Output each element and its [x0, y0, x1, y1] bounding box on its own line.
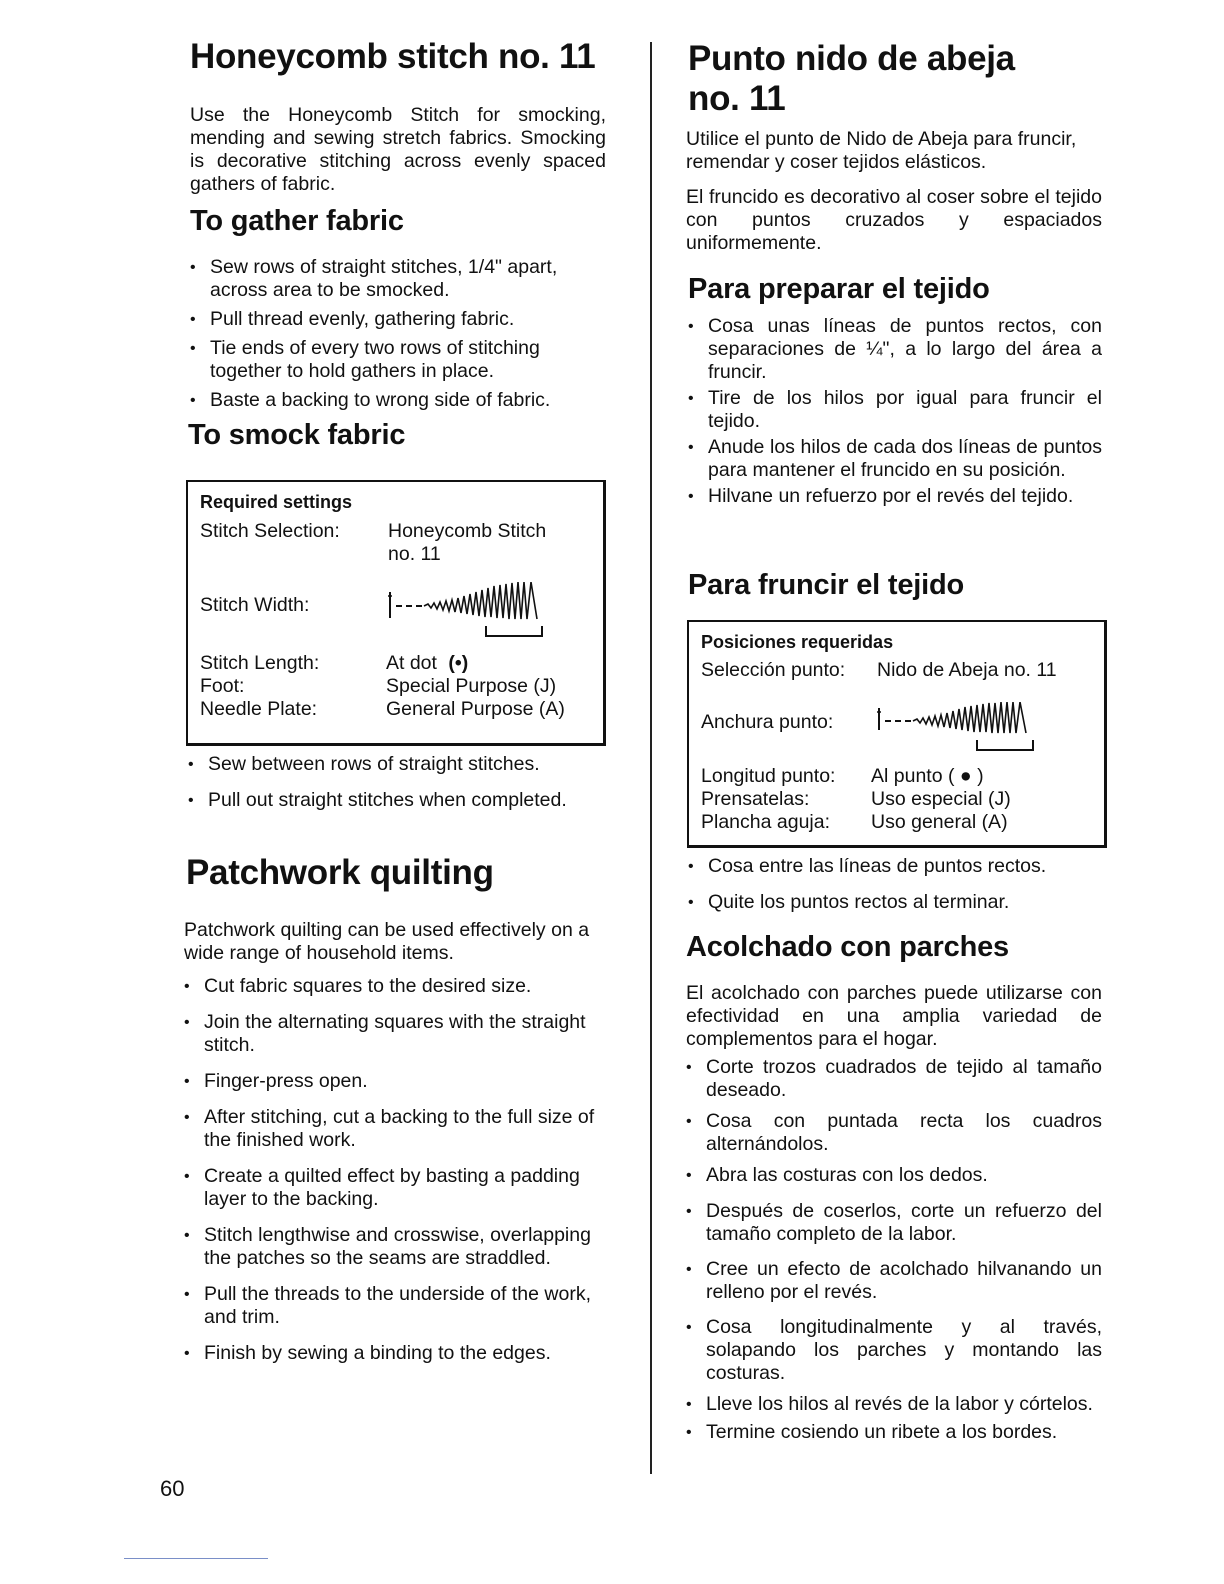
honeycomb-intro-es-2: El fruncido es decorativo al coser sobre el tejido con puntos cruzados y espaciados uniformemente. — [686, 186, 1102, 254]
stitch-length-value-es: Al punto ( ● ) — [871, 765, 984, 787]
patchwork-title-es: Acolchado con parches — [686, 931, 1009, 963]
list-item: • Anude los hilos de cada dos líneas de puntos para mantener el fruncido en su posición. — [686, 436, 1102, 482]
foot-label-es: Prensatelas: — [701, 788, 810, 810]
gather-title: To gather fabric — [190, 205, 404, 237]
list-item: • Cosa longitudinalmente y al través, solapando los parches y montando las costuras. — [684, 1316, 1102, 1385]
list-item: • Quite los puntos rectos al terminar. — [686, 891, 1106, 914]
stitch-selection-value: Honeycomb Stitch — [388, 520, 547, 542]
footer-rule — [124, 1558, 268, 1559]
stitch-length-text: At dot — [386, 652, 437, 674]
list-item: • Cree un efecto de acolchado hilvanando un relleno por el revés. — [684, 1258, 1102, 1304]
honeycomb-intro-es: Utilice el punto de Nido de Abeja para fruncir, remendar y coser tejidos elásticos. — [686, 128, 1077, 173]
list-item: • Create a quilted effect by basting a padding layer to the backing. — [182, 1165, 602, 1211]
list-item: • Tie ends of every two rows of stitching together to hold gathers in place. — [188, 337, 608, 383]
list-item: • Lleve los hilos al revés de la labor y córtelos. — [684, 1393, 1102, 1416]
stitch-length-dot: (•) — [448, 652, 469, 674]
honeycomb-title-es-line2: no. 11 — [688, 79, 786, 118]
patchwork-list-es — [684, 1056, 1102, 1444]
list-item: • Termine cosiendo un ribete a los bordes. — [684, 1421, 1102, 1444]
smock-list — [186, 753, 616, 812]
foot-value-es: Uso especial (J) — [871, 788, 1011, 810]
settings-header-es: Posiciones requeridas — [701, 632, 894, 652]
page-number: 60 — [160, 1476, 185, 1501]
list-item: • Pull the threads to the underside of the work, and trim. — [182, 1283, 602, 1329]
needle-plate-value: General Purpose (A) — [386, 698, 565, 720]
patchwork-title: Patchwork quilting — [186, 853, 494, 892]
stitch-width-dial-icon — [386, 582, 554, 640]
settings-header: Required settings — [200, 492, 353, 512]
honeycomb-title: Honeycomb stitch no. 11 — [190, 37, 596, 76]
stitch-width-label-es: Anchura punto: — [701, 711, 834, 733]
needle-plate-value-es: Uso general (A) — [871, 811, 1008, 833]
foot-value: Special Purpose (J) — [386, 675, 557, 697]
stitch-selection-label-es: Selección punto: — [701, 659, 846, 681]
list-item: • Pull thread evenly, gathering fabric. — [188, 308, 608, 331]
list-item: • Cosa entre las líneas de puntos rectos. — [686, 855, 1106, 878]
list-item: • Pull out straight stitches when completed. — [186, 789, 616, 812]
list-item: • Hilvane un refuerzo por el revés del tejido. — [686, 485, 1102, 508]
patchwork-list — [182, 975, 602, 1365]
list-item: • Finger-press open. — [182, 1070, 602, 1093]
stitch-selection-value-es: Nido de Abeja no. 11 — [877, 659, 1057, 681]
list-item: • After stitching, cut a backing to the full size of the finished work. — [182, 1106, 602, 1152]
required-settings-box — [186, 480, 606, 746]
needle-plate-label: Needle Plate: — [200, 698, 318, 720]
honeycomb-title-es: Punto nido de abeja — [688, 39, 1015, 78]
gather-title-es: Para preparar el tejido — [688, 273, 990, 305]
needle-plate-label-es: Plancha aguja: — [701, 811, 831, 833]
list-item: • Cosa unas líneas de puntos rectos, con separaciones de ¼", a lo largo del área a fruncir. — [686, 315, 1102, 384]
list-item: • Join the alternating squares with the straight stitch. — [182, 1011, 602, 1057]
stitch-selection-value-line2: no. 11 — [388, 543, 441, 565]
list-item: • Sew between rows of straight stitches. — [186, 753, 616, 776]
stitch-selection-label: Stitch Selection: — [200, 520, 340, 542]
column-divider — [650, 42, 652, 1474]
list-item: • Abra las costuras con los dedos. — [684, 1164, 1102, 1187]
required-settings-box-es — [687, 620, 1107, 848]
list-item: • Finish by sewing a binding to the edges. — [182, 1342, 602, 1365]
list-item: • Baste a backing to wrong side of fabric. — [188, 389, 608, 412]
stitch-length-value — [386, 652, 468, 675]
smock-title: To smock fabric — [188, 419, 406, 451]
list-item: • Sew rows of straight stitches, 1/4" apart, across area to be smocked. — [188, 256, 608, 302]
gather-list-es — [686, 315, 1102, 508]
patchwork-intro-es: El acolchado con parches puede utilizarse con efectividad en una amplia variedad de complementos para el hogar. — [686, 982, 1102, 1050]
stitch-length-label-es: Longitud punto: — [701, 765, 836, 787]
honeycomb-intro: Use the Honeycomb Stitch for smocking, mending and sewing stretch fabrics. Smocking is decorative stitching across evenly spaced gathers of fabric. — [190, 104, 606, 195]
foot-label: Foot: — [200, 675, 245, 697]
list-item: • Stitch lengthwise and crosswise, overlapping the patches so the seams are straddled. — [182, 1224, 602, 1270]
list-item: • Corte trozos cuadrados de tejido al tamaño deseado. — [684, 1056, 1102, 1102]
list-item: • Después de coserlos, corte un refuerzo del tamaño completo de la labor. — [684, 1200, 1102, 1246]
smock-title-es: Para fruncir el tejido — [688, 569, 965, 601]
stitch-width-dial-icon — [875, 702, 1043, 754]
list-item: • Cosa con puntada recta los cuadros alternándolos. — [684, 1110, 1102, 1156]
gather-list — [188, 256, 608, 412]
stitch-length-label: Stitch Length: — [200, 652, 320, 674]
patchwork-intro: Patchwork quilting can be used effectively on a wide range of household items. — [184, 919, 590, 964]
list-item: • Tire de los hilos por igual para fruncir el tejido. — [686, 387, 1102, 433]
stitch-width-label: Stitch Width: — [200, 594, 310, 616]
smock-list-es — [686, 855, 1106, 914]
list-item: • Cut fabric squares to the desired size. — [182, 975, 602, 998]
